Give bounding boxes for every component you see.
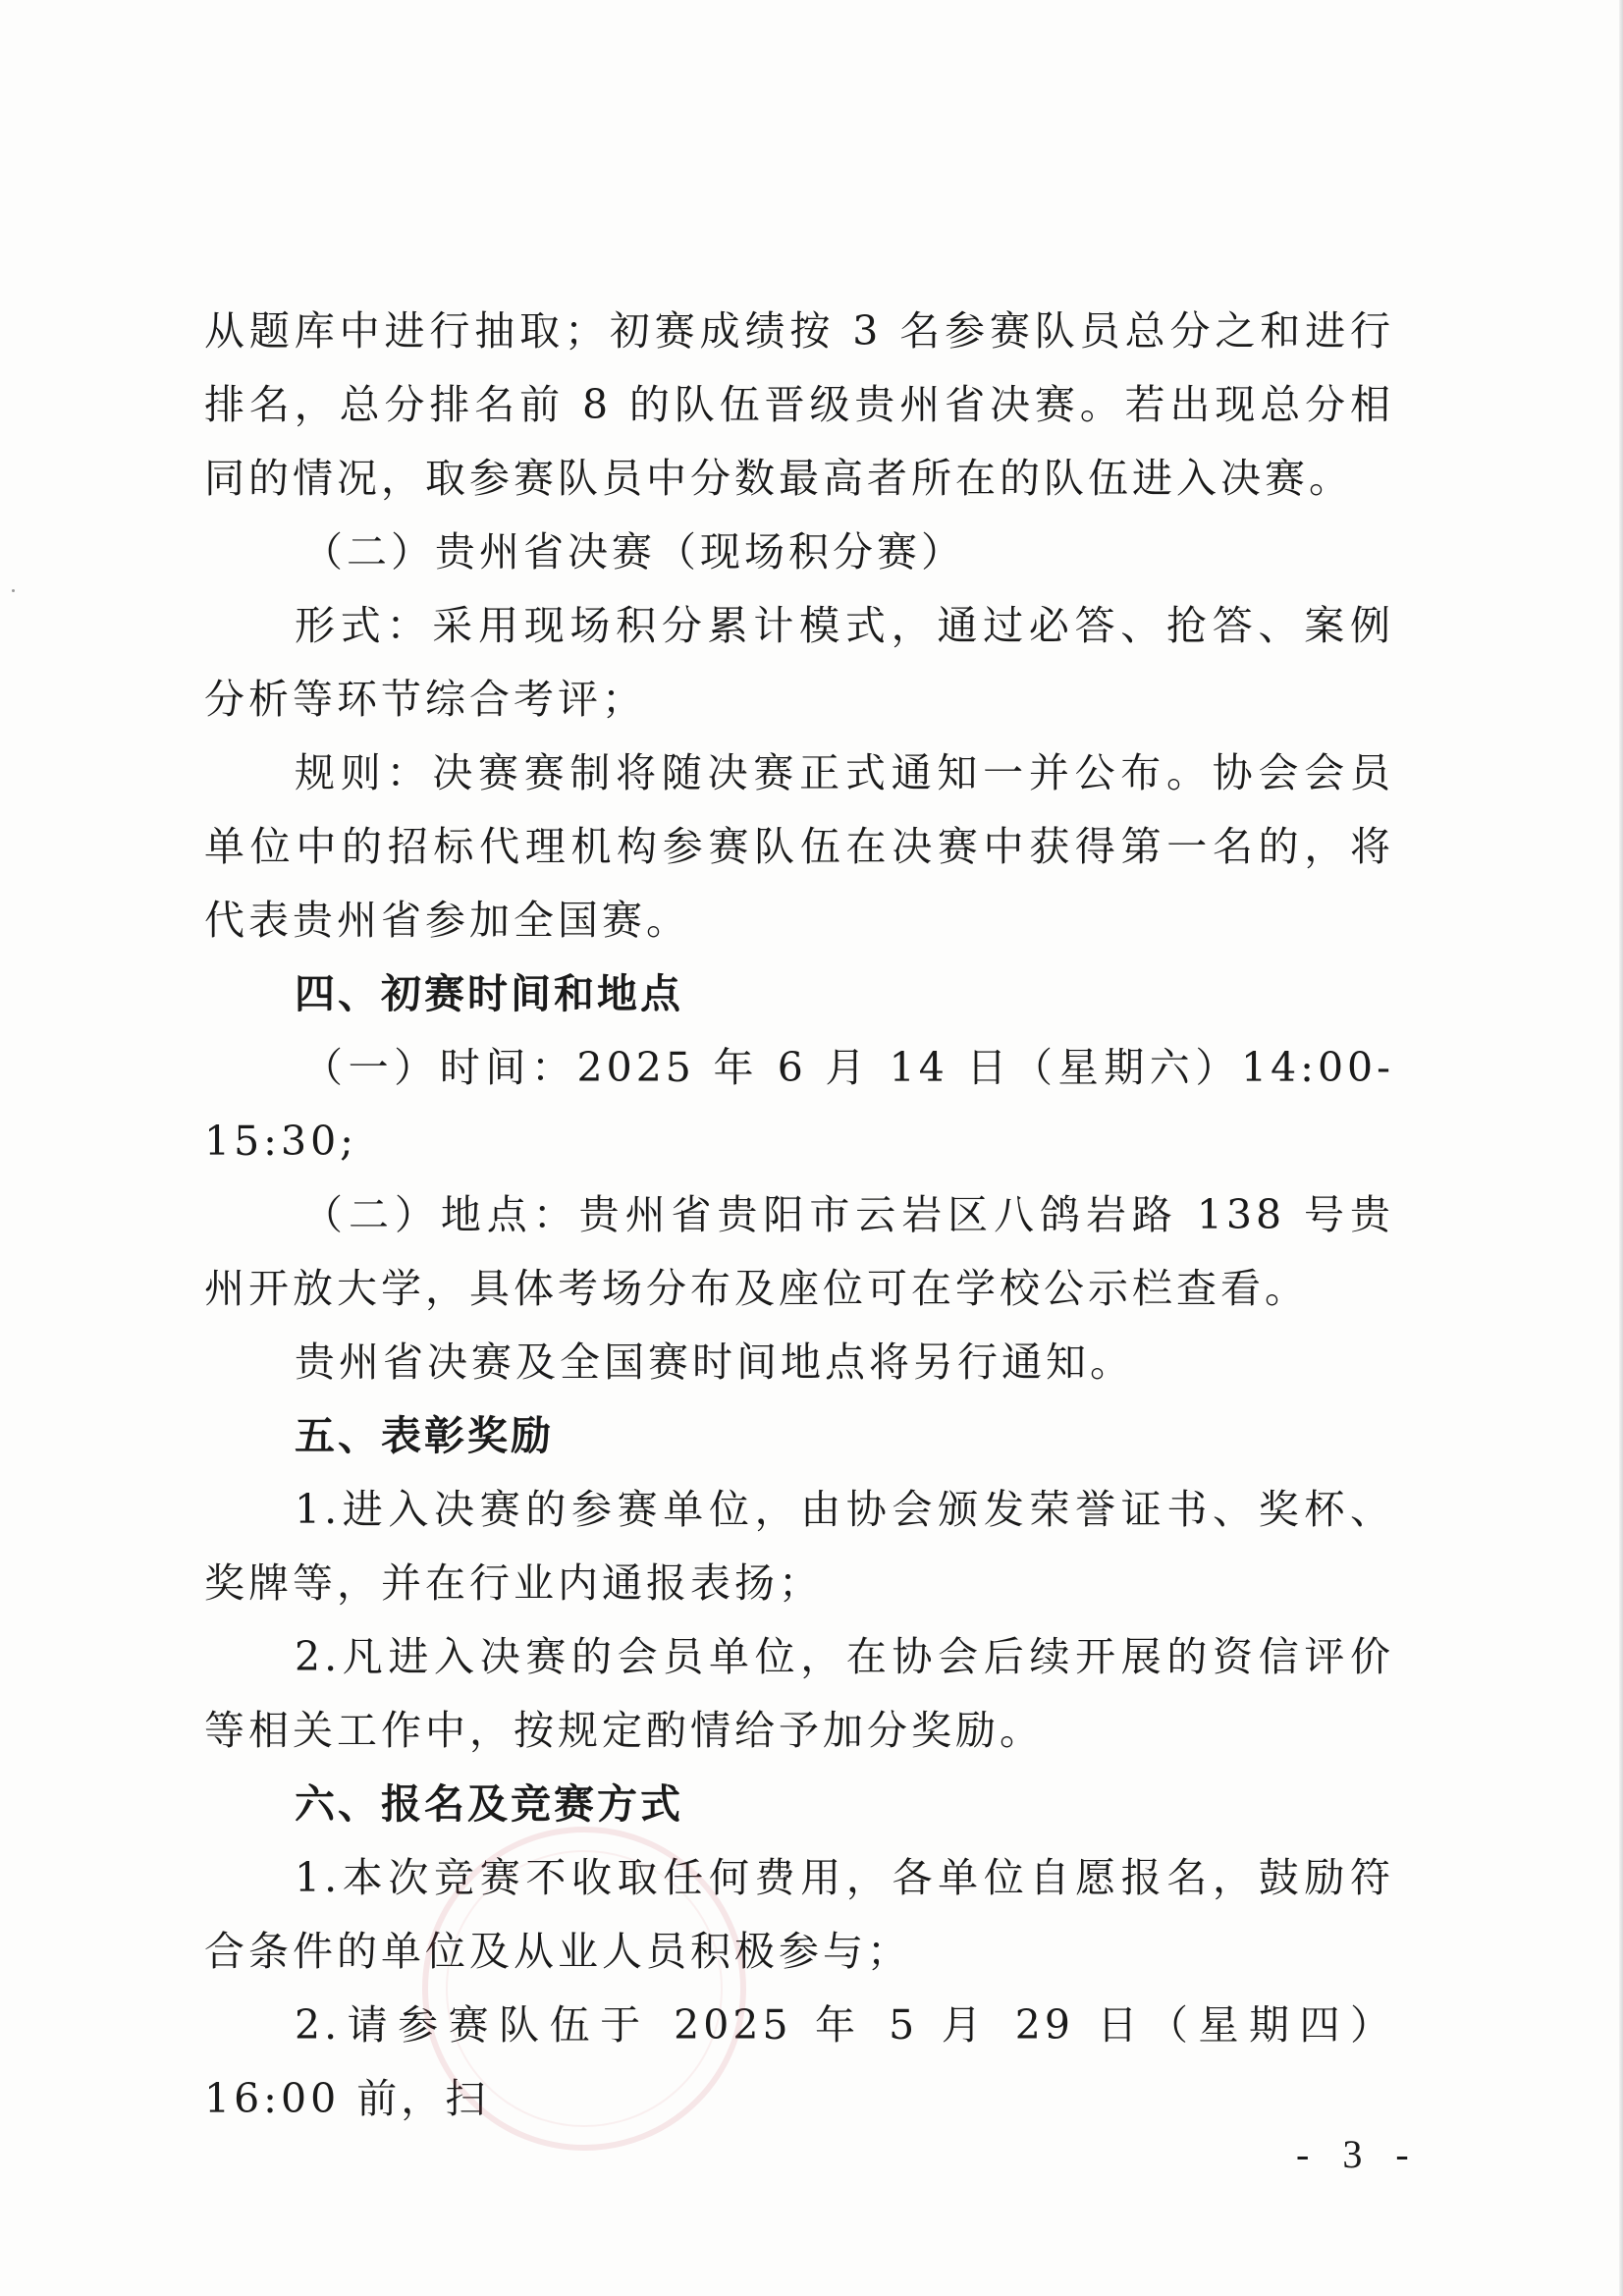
paragraph-preliminary-rules: 从题库中进行抽取；初赛成绩按 3 名参赛队员总分之和进行排名，总分排名前 8 的队伍晋级贵州省决赛。若出现总分相同的情况，取参赛队员中分数最高者所在的队伍进入决赛。 xyxy=(204,307,1394,502)
scan-speck xyxy=(12,589,15,592)
paragraph-final-rules: 规则：决赛赛制将随决赛正式通知一并公布。协会会员单位中的招标代理机构参赛队伍在决赛中获得第一名的，将代表贵州省参加全国赛。 xyxy=(204,749,1394,944)
paragraph-preliminary-place: （二）地点：贵州省贵阳市云岩区八鸽岩路 138 号贵州开放大学，具体考场分布及座位可在学校公示栏查看。 xyxy=(204,1191,1394,1312)
section-heading-registration: 六、报名及竞赛方式 xyxy=(295,1780,683,1828)
paragraph-final-format: 形式：采用现场积分累计模式，通过必答、抢答、案例分析等环节综合考评； xyxy=(204,602,1394,723)
section-heading-awards: 五、表彰奖励 xyxy=(295,1412,554,1459)
paragraph-award-2: 2.凡进入决赛的会员单位，在协会后续开展的资信评价等相关工作中，按规定酌情给予加分奖励。 xyxy=(204,1633,1394,1754)
document-body xyxy=(204,295,1394,2136)
paragraph-award-1: 1.进入决赛的参赛单位，由协会颁发荣誉证书、奖杯、奖牌等，并在行业内通报表扬； xyxy=(204,1486,1394,1607)
paragraph-final-notice: 贵州省决赛及全国赛时间地点将另行通知。 xyxy=(295,1339,1134,1386)
paragraph-registration-2: 2.请参赛队伍于 2025 年 5 月 29 日（星期四）16:00 前，扫 xyxy=(204,2001,1394,2122)
page-number: - 3 - xyxy=(1296,2132,1421,2176)
section-heading-time-place: 四、初赛时间和地点 xyxy=(295,970,683,1017)
subheading-provincial-final: （二）贵州省决赛（现场积分赛） xyxy=(302,528,965,575)
paragraph-registration-1: 1.本次竞赛不收取任何费用，各单位自愿报名，鼓励符合条件的单位及从业人员积极参与； xyxy=(204,1854,1394,1975)
paragraph-preliminary-time: （一）时间：2025 年 6 月 14 日（星期六）14:00-15:30; xyxy=(204,1044,1394,1165)
